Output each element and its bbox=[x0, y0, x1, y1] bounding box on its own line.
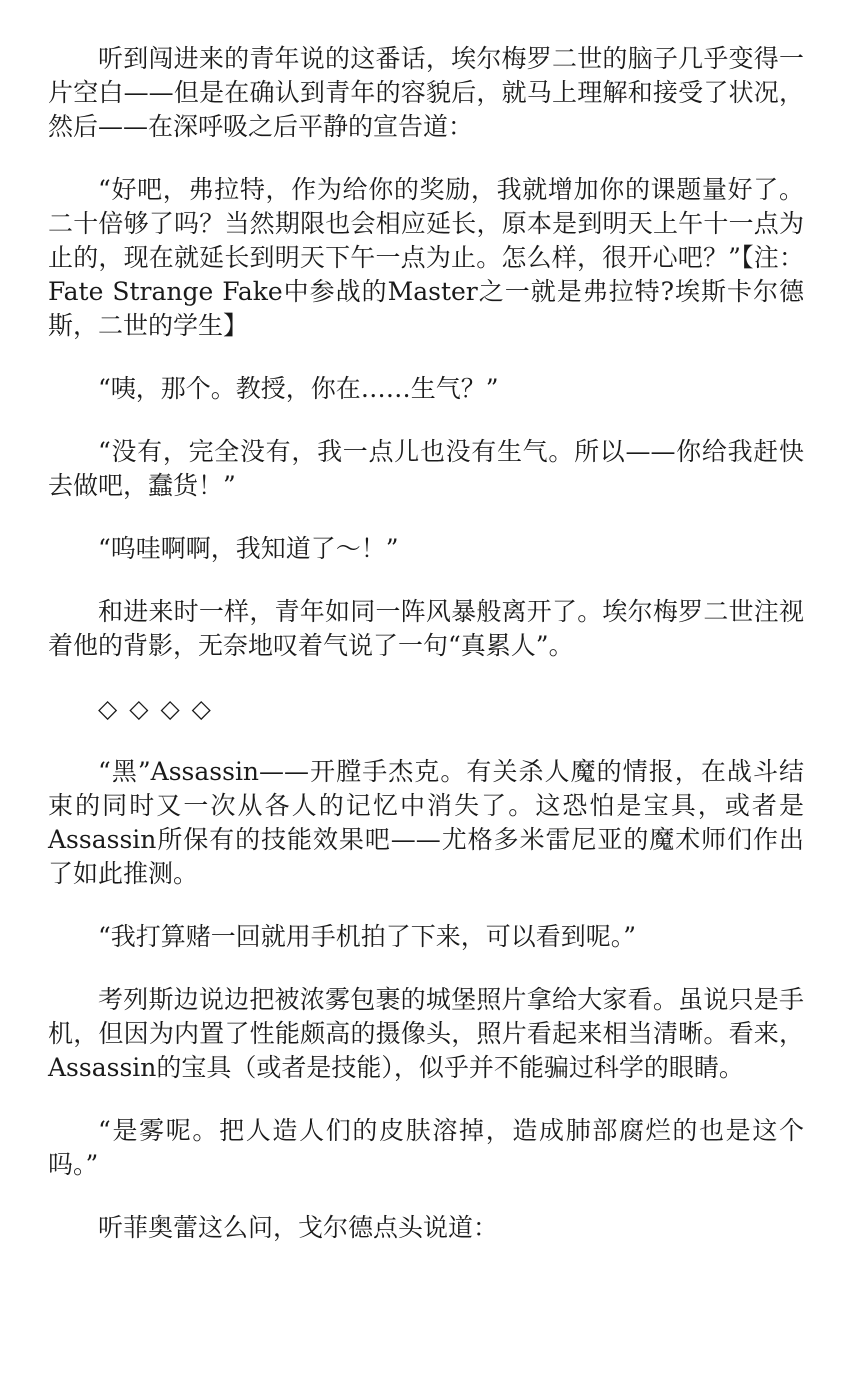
paragraph-5: “呜哇啊啊，我知道了～！” bbox=[98, 534, 399, 563]
section-separator: ◇◇◇◇ bbox=[98, 694, 223, 723]
paragraph-8: “我打算赌一回就用手机拍了下来，可以看到呢。” bbox=[98, 922, 637, 951]
paragraph-1: 听到闯进来的青年说的这番话，埃尔梅罗二世的脑子几乎变得一片空白——但是在确认到青年的容貌后，就马上理解和接受了状况，然后——在深呼吸之后平静的宣告道： bbox=[48, 44, 804, 141]
paragraph-3: “咦，那个。教授，你在……生气？” bbox=[98, 374, 499, 403]
document-body bbox=[48, 42, 804, 1274]
paragraph-11: 听菲奥蕾这么问，戈尔德点头说道： bbox=[98, 1213, 499, 1242]
paragraph-4: “没有，完全没有，我一点儿也没有生气。所以——你给我赶快去做吧，蠢货！” bbox=[48, 437, 804, 500]
paragraph-9: 考列斯边说边把被浓雾包裹的城堡照片拿给大家看。虽说只是手机，但因为内置了性能颇高的摄像头，照片看起来相当清晰。看来，Assassin的宝具（或者是技能），似乎并不能骗过科学的眼睛。 bbox=[48, 985, 804, 1082]
paragraph-2: “好吧，弗拉特，作为给你的奖励，我就增加你的课题量好了。二十倍够了吗？当然期限也会相应延长，原本是到明天上午十一点为止的，现在就延长到明天下午一点为止。怎么样，很开心吧？”【注： Fate Strange Fake中参战的Master之一就是弗拉特?埃斯卡尔德斯，二世的学生】 bbox=[48, 175, 804, 340]
paragraph-6: 和进来时一样，青年如同一阵风暴般离开了。埃尔梅罗二世注视着他的背影，无奈地叹着气说了一句“真累人”。 bbox=[48, 597, 804, 660]
paragraph-10: “是雾呢。把人造人们的皮肤溶掉，造成肺部腐烂的也是这个吗。” bbox=[48, 1116, 804, 1179]
paragraph-7: “黑”Assassin——开膛手杰克。有关杀人魔的情报，在战斗结束的同时又一次从各人的记忆中消失了。这恐怕是宝具，或者是Assassin所保有的技能效果吧——尤格多米雷尼亚的魔术师们作出了如此推测。 bbox=[48, 757, 804, 888]
